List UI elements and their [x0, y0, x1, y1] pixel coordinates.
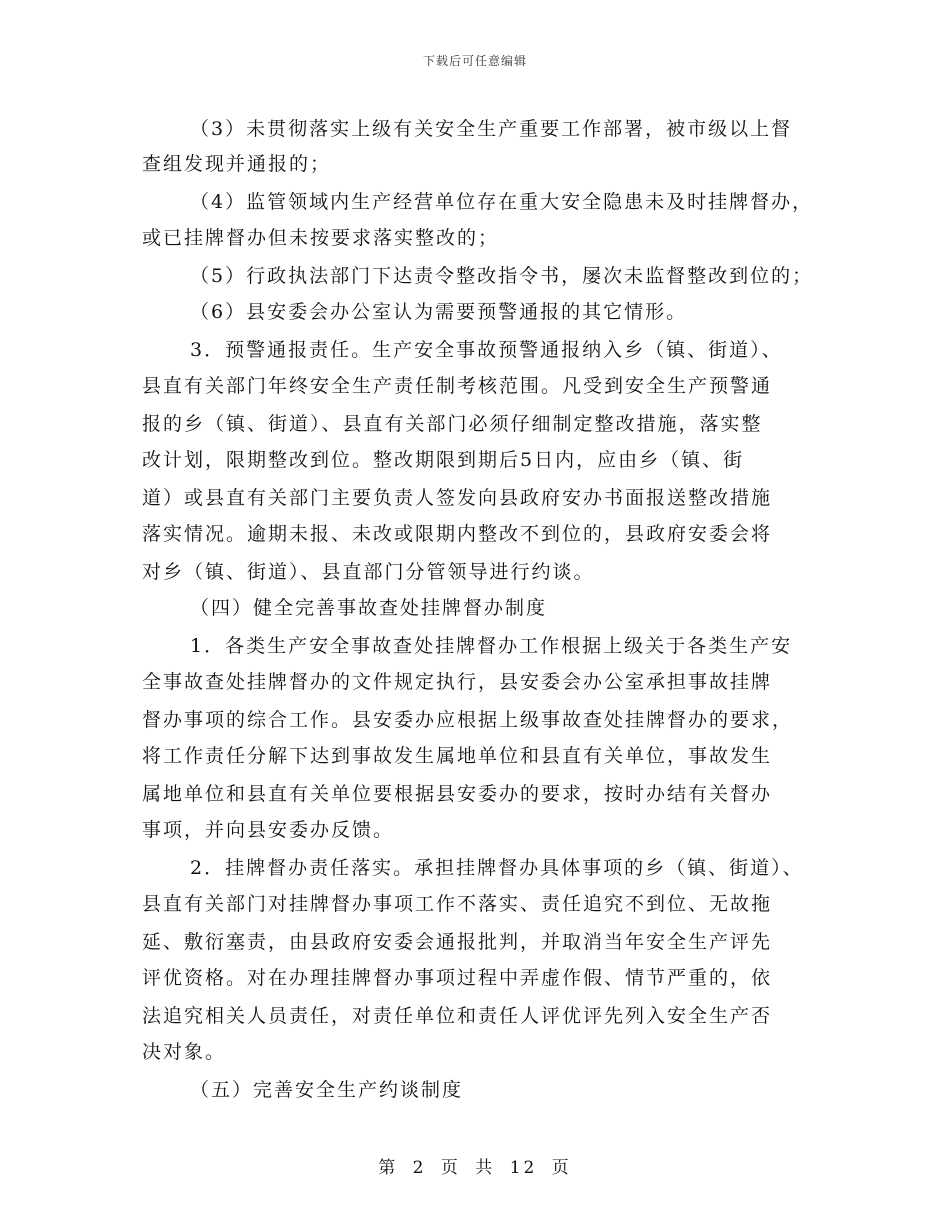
- section-heading: （四）健全完善事故查处挂牌督办制度: [190, 597, 548, 619]
- body-line: 县直有关部门对挂牌督办事项工作不落实、责任追究不到位、无故拖: [142, 893, 773, 915]
- body-line: 落实情况。逾期未报、未改或限期内整改不到位的，县政府安委会将: [142, 523, 773, 545]
- body-line: 延、敷衍塞责，由县政府安委会通报批判，并取消当年安全生产评先: [142, 931, 773, 953]
- body-line: 督办事项的综合工作。县安委办应根据上级事故查处挂牌督办的要求，: [142, 709, 794, 731]
- body-line: 对乡（镇、街道）、县直部门分管领导进行约谈。: [142, 561, 595, 583]
- body-line: 改计划，限期整改到位。整改期限到期后5日内，应由乡（镇、街: [142, 449, 745, 471]
- body-line: （3）未贯彻落实上级有关安全生产重要工作部署，被市级以上督: [190, 118, 793, 140]
- body-line: 或已挂牌督办但未按要求落实整改的；: [142, 227, 500, 249]
- body-line: 县直有关部门年终安全生产责任制考核范围。凡受到安全生产预警通: [142, 375, 773, 397]
- body-line: 评优资格。对在办理挂牌督办事项过程中弄虚作假、情节严重的，依: [142, 967, 773, 989]
- body-line: 全事故查处挂牌督办的文件规定执行，县安委会办公室承担事故挂牌: [142, 671, 773, 693]
- body-line: 将工作责任分解下达到事故发生属地单位和县直有关单位，事故发生: [142, 745, 773, 767]
- body-line: 决对象。: [142, 1041, 227, 1063]
- body-line: 道）或县直有关部门主要负责人签发向县政府安办书面报送整改措施: [142, 487, 773, 509]
- page-header: 下载后可任意编辑: [422, 54, 527, 68]
- body-line: 查组发现并通报的；: [142, 153, 332, 175]
- body-line: 1．各类生产安全事故查处挂牌督办工作根据上级关于各类生产安: [190, 635, 793, 657]
- body-line: 法追究相关人员责任，对责任单位和责任人评优评先列入安全生产否: [142, 1005, 773, 1027]
- body-line: （6）县安委会办公室认为需要预警通报的其它情形。: [190, 301, 688, 323]
- body-line: （4）监管领域内生产经营单位存在重大安全隐患未及时挂牌督办，: [190, 191, 814, 213]
- body-line: 事项，并向县安委办反馈。: [142, 819, 395, 841]
- section-heading: （五）完善安全生产约谈制度: [190, 1079, 464, 1101]
- body-line: 3．预警通报责任。生产安全事故预警通报纳入乡（镇、街道）、: [190, 339, 783, 361]
- body-line: （5）行政执法部门下达责令整改指令书，屡次未监督整改到位的；: [190, 265, 814, 287]
- body-line: 属地单位和县直有关单位要根据县安委办的要求，按时办结有关督办: [142, 783, 773, 805]
- body-line: 报的乡（镇、街道）、县直有关部门必须仔细制定整改措施，落实整: [142, 413, 763, 435]
- body-line: 2．挂牌督办责任落实。承担挂牌督办具体事项的乡（镇、街道）、: [190, 857, 804, 879]
- page-number-footer: 第 2 页 共 12 页: [378, 1158, 572, 1178]
